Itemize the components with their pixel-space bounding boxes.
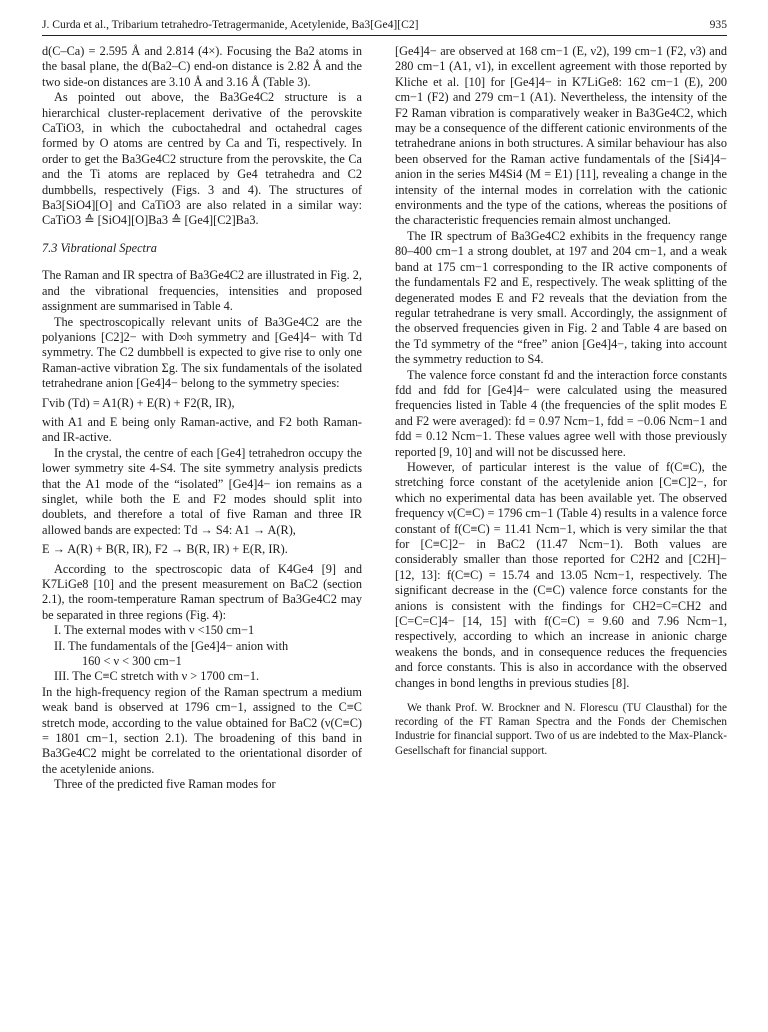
- paragraph: According to the spectroscopic data of K4Ge4 [9] and K7LiGe8 [10] and the present measurement on BaC2 (section 2.1), the room-temperature Raman spectrum of Ba3Ge4C2 may be separated in three regions (Fig. 4):: [42, 561, 362, 622]
- region-list: [42, 623, 362, 685]
- section-heading: 7.3 Vibrational Spectra: [42, 240, 157, 255]
- page-header: [42, 18, 727, 38]
- paragraph: In the crystal, the centre of each [Ge4] tetrahedron occupy the lower symmetry site 4-S4. The site symmetry analysis predicts that the A1 mode of the “isolated” [Ge4]4− ion remains as a singlet, while both the E and F2 modes should split into doublets, and therefore a total of five Raman and three IR allowed bands are expected: Td → S4: A1 → A(R),: [42, 445, 362, 537]
- paragraph: The IR spectrum of Ba3Ge4C2 exhibits in the frequency range 80–400 cm−1 a strong doublet, at 197 and 204 cm−1, and a weak band at 175 cm−1 corresponding to the IR active components of the fundamentals F2 and E, respectively. The weak splitting of the degenerated modes E and F2 reveals that the deviation from the regular tetrahedrane is very small. Accordingly, the assignment of the observed frequencies given in Fig. 2 and Table 4 are based on the Td symmetry of the “free” anion [Ge4]4−, taking into account the symmetry reduction to S4.: [395, 228, 727, 367]
- paragraph: However, of particular interest is the value of f(C≡C), the stretching force constant of the acetylenide anion [C≡C]2−, for which no experimental data has been available yet. The observed frequency ν(C≡C) = 1796 cm−1 (Table 4) results in a valence force constant of f(C≡C) = 11.41 Ncm−1, which is very similar the that for [C≡C]2− in BaC2 (11.47 Ncm−1). Both values are considerably smaller than those reported for C2H2 and [C2H]− [12, 13]: f(C≡C) = 15.74 and 13.05 Ncm−1, respectively. The significant decrease in the (C≡C) valence force constants for the anions is consistent with the findings for CH2=C=CH2 and [C=C=C]4− [14, 15] with f(C=C) = 9.60 and 7.96 Ncm−1, respectively, according to which an increase in anionic charge weakens the bonds, and in consequence reduces the frequencies and force constants. This is also in accordance with the observed changes in bond lengths in previous studies [8].: [395, 459, 727, 690]
- paragraph: Three of the predicted five Raman modes for: [54, 777, 276, 792]
- paragraph: As pointed out above, the Ba3Ge4C2 structure is a hierarchical cluster-replacement derivative of the perovskite CaTiO3, in which the cuboctahedral and octahedral cages formed by O atoms are centred by Ca and Ti, respectively. In order to get the Ba3Ge4C2 structure from the perovskite, the Ca and the Ti atoms are replaced by Ge4 tetrahedra and C2 dumbbells, respectively (Figs. 3 and 4). The structures of Ba3[SiO4][O] and CaTiO3 are also related in a similar way: CaTiO3 ≙ [SiO4][O]Ba3 ≙ [Ge4][C2]Ba3.: [42, 90, 362, 228]
- equation: E → A(R) + B(R, IR), F2 → B(R, IR) + E(R, IR).: [42, 542, 288, 557]
- list-item: II. The fundamentals of the [Ge4]4− anion with: [54, 638, 289, 653]
- running-title: J. Curda et al., Tribarium tetrahedro-Tetragermanide, Acetylenide, Ba3[Ge4][C2]: [42, 18, 419, 31]
- paragraph: The Raman and IR spectra of Ba3Ge4C2 are illustrated in Fig. 2, and the vibrational frequencies, intensities and proposed assignment are summarised in Table 4.: [42, 268, 362, 314]
- right-column: [395, 44, 727, 758]
- list-item-continuation: 160 < ν < 300 cm−1: [82, 654, 182, 669]
- page-number: 935: [709, 18, 727, 31]
- header-rule: [42, 35, 727, 36]
- list-item: III. The C≡C stretch with ν > 1700 cm−1.: [54, 669, 260, 684]
- paragraph: The valence force constant fd and the interaction force constants fdd and fdd for [Ge4]4− were calculated using the measured frequencies listed in Table 4 (the frequencies of the split modes E and F2 were averaged): fd = 0.97 Ncm−1, fdd = −0.06 Ncm−1 and fdd = 0.12 Ncm−1. These values agree well with those previously reported [9, 10] and will not be discussed here.: [395, 367, 727, 459]
- acknowledgement: We thank Prof. W. Brockner and N. Florescu (TU Clausthal) for the recording of the FT Raman Spectra and the Fonds der Chemischen Industrie for financial support. Two of us are indebted to the Max-Planck-Gesellschaft for financial support.: [395, 702, 727, 757]
- equation: Γvib (Td) = A1(R) + E(R) + F2(R, IR),: [42, 395, 235, 410]
- paragraph: with A1 and E being only Raman-active, and F2 both Raman- and IR-active.: [42, 414, 362, 445]
- paragraph: The spectroscopically relevant units of Ba3Ge4C2 are the polyanions [C2]2− with D∞h symmetry and [Ge4]4− with Td symmetry. The C2 dumbbell is expected to give rise to only one Raman-active vibration Σg. The six fundamentals of the isolated tetrahedrane anion [Ge4]4− belong to the symmetry species:: [42, 314, 362, 391]
- list-item: I. The external modes with ν <150 cm−1: [54, 623, 255, 638]
- paragraph: [Ge4]4− are observed at 168 cm−1 (E, ν2), 199 cm−1 (F2, ν3) and 280 cm−1 (A1, ν1), in excellent agreement with those reported by Kliche et al. [10] for [Ge4]4− in K7LiGe8: 162 cm−1 (E), 200 cm−1 (F2) and 279 cm−1 (A1). Nevertheless, the intensity of the F2 Raman vibration is comparatively weaker in Ba3Ge4C2, which may be a consequence of the different cationic environments of the tetrahedrane anions in both structures. A similar behaviour has also been observed for the Raman active fundamentals of the [Si4]4− anion in the series M4Si4 (M = E1) [11], revealing a change in the intensity of the internal modes in correlation with the cationic environments and the type of the cations, whereas the positions of the characteristic frequencies remain almost unchanged.: [395, 44, 727, 228]
- paragraph: In the high-frequency region of the Raman spectrum a medium weak band is observed at 1796 cm−1, assigned to the C≡C stretch mode, according to the value obtained for BaC2 (ν(C≡C) = 1801 cm−1, section 2.1). The broadening of this band in Ba3Ge4C2 might be correlated to the orientational disorder of the acetylenide anions.: [42, 684, 362, 776]
- paragraph: d(C–Ca) = 2.595 Å and 2.814 (4×). Focusing the Ba2 atoms in the basal plane, the d(Ba2–C) end-on distance is 2.82 Å and the two side-on distances are 3.10 Å and 3.16 Å (Table 3).: [42, 44, 362, 89]
- left-column: [42, 44, 362, 793]
